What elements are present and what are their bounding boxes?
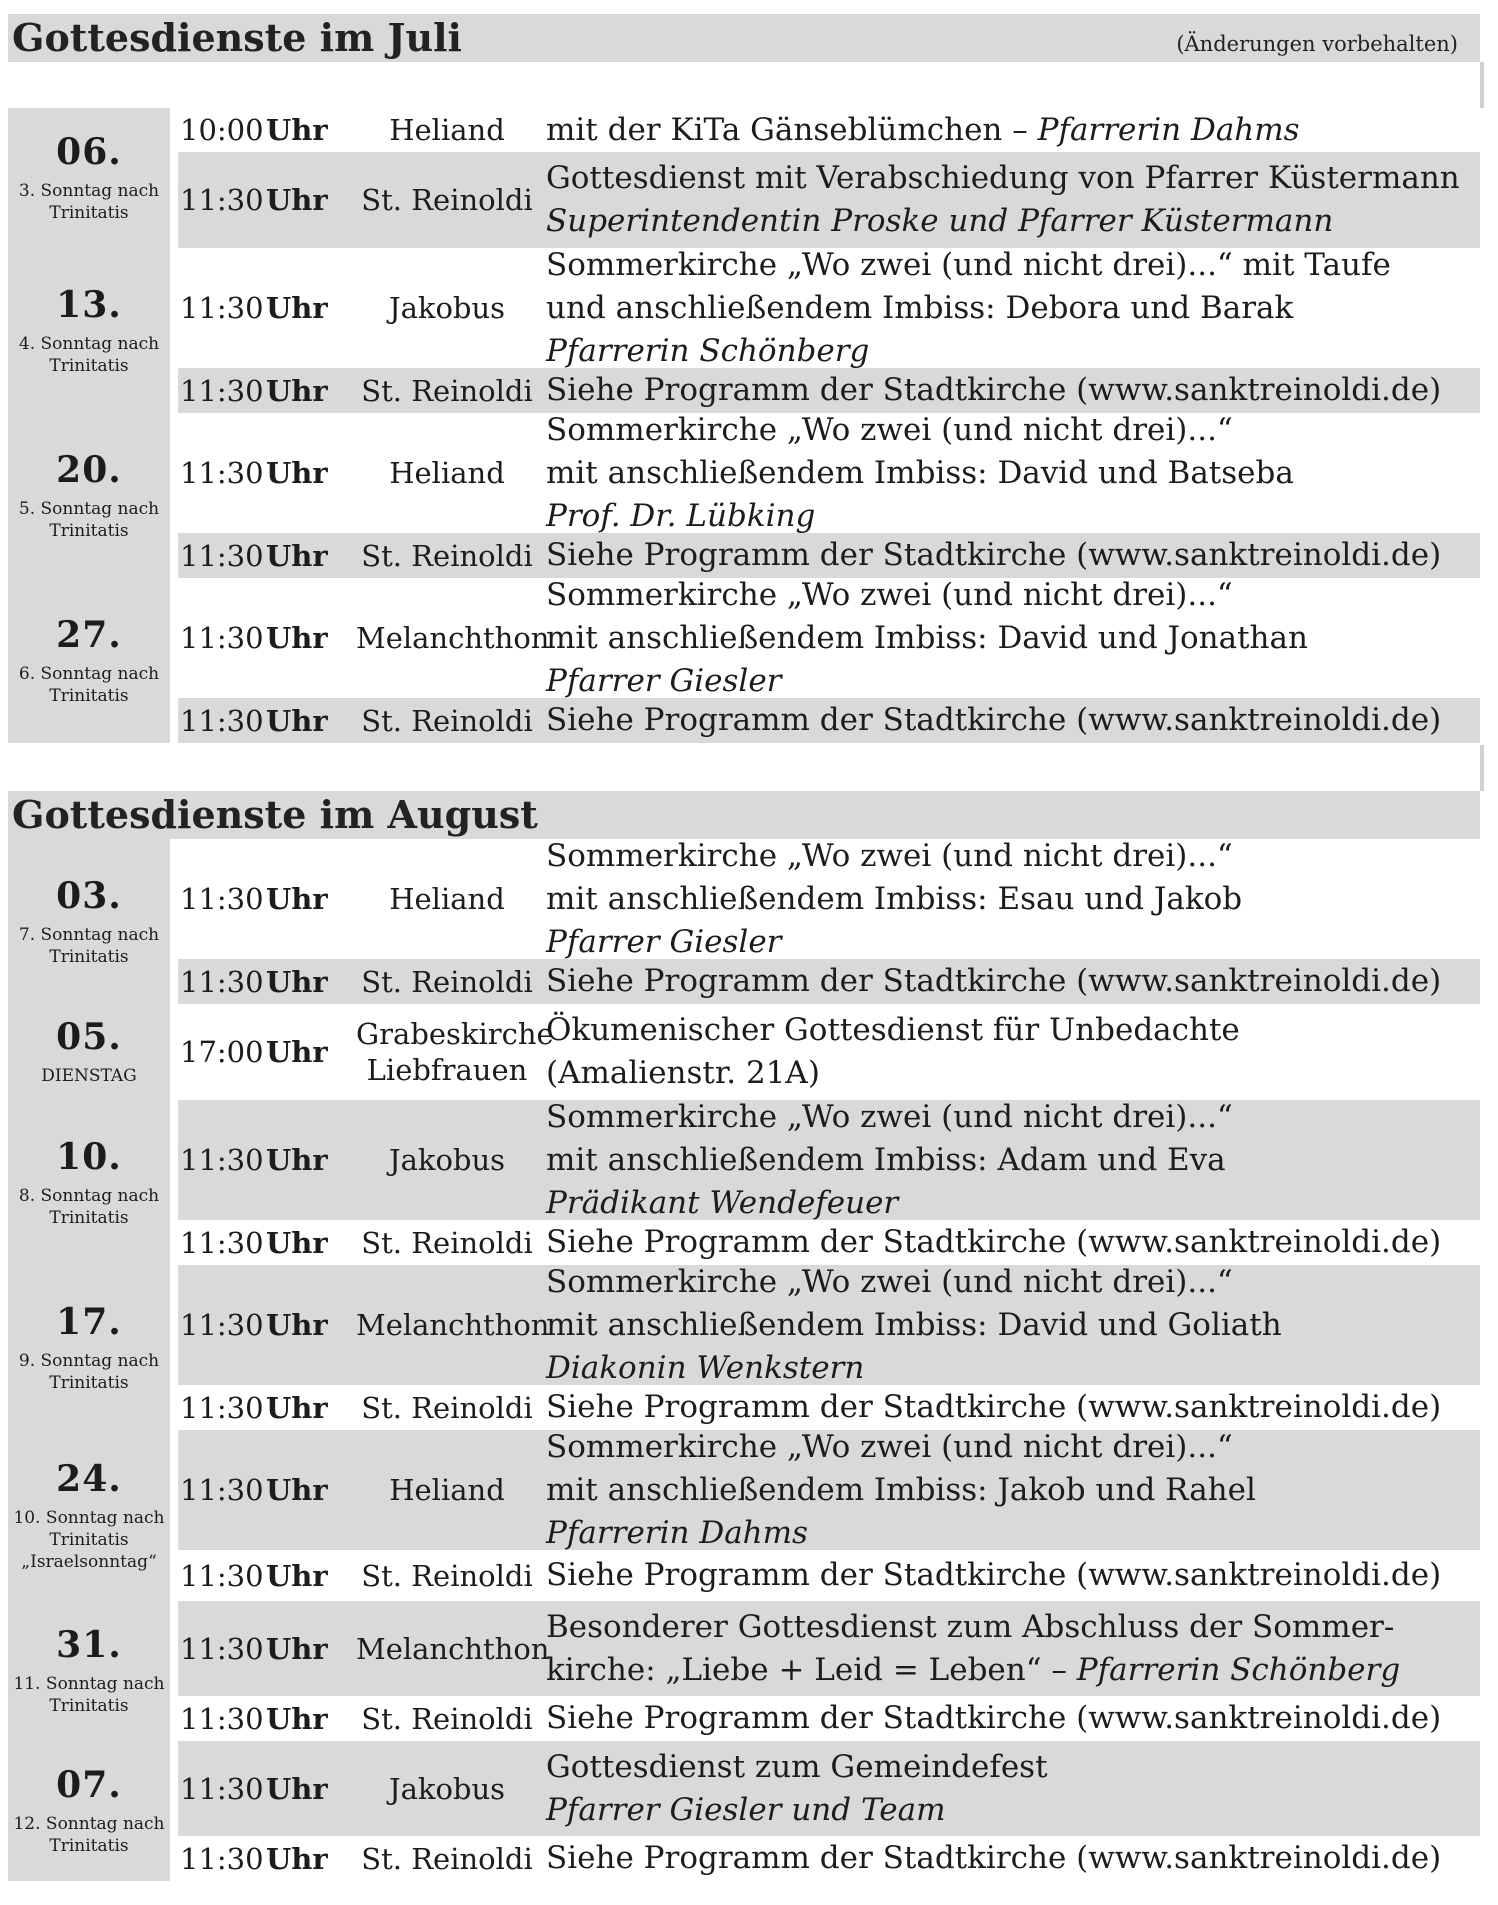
day-subtitle-line: 8. Sonntag nach (18, 1185, 160, 1206)
church-name: St. Reinoldi (361, 1390, 533, 1425)
description-text: Siehe Programm der Stadtkirche (www.sanktreinoldi.de) (546, 372, 1442, 408)
description-line (546, 1469, 1480, 1512)
description-text: Siehe Programm der Stadtkirche (www.sanktreinoldi.de) (546, 1389, 1442, 1425)
spacer (8, 745, 1484, 791)
changes-note: (Änderungen vorbehalten) (1176, 32, 1458, 56)
service-time: 10:00 (180, 113, 264, 147)
description-text: mit anschließendem Imbiss: David und Batseba (546, 454, 1294, 491)
service-row (178, 152, 1480, 248)
spacer (8, 62, 1484, 108)
service-time: 17:00 (180, 1035, 264, 1069)
service-uhr: Uhr (266, 1308, 328, 1342)
day-subtitle-line: 10. Sonntag nach (13, 1507, 165, 1528)
description-line (546, 1746, 1480, 1789)
description-line (546, 1261, 1480, 1304)
day-block (8, 248, 1480, 413)
service-uhr: Uhr (266, 183, 328, 217)
day-number: 27. (56, 613, 122, 656)
service-description (538, 534, 1480, 577)
description-line (546, 1426, 1480, 1469)
church-name: St. Reinoldi (361, 1701, 533, 1736)
description-text: Gottesdienst zum Gemeindefest (546, 1748, 1048, 1785)
church-name: St. Reinoldi (361, 1841, 533, 1876)
church-name: Melanchthon (356, 621, 550, 655)
service-church (356, 1771, 538, 1807)
service-description (538, 1606, 1480, 1692)
day-subtitle-line: Trinitatis (49, 946, 129, 967)
service-rows (178, 1430, 1480, 1601)
description-line (546, 835, 1480, 878)
day-subtitle (19, 498, 159, 542)
day-number: 24. (56, 1457, 122, 1500)
church-name: St. Reinoldi (361, 183, 533, 217)
service-time: 11:30 (180, 1390, 264, 1425)
description-text: Siehe Programm der Stadtkirche (www.sanktreinoldi.de) (546, 963, 1442, 999)
description-officiant: Pfarrerin Dahms (546, 1514, 808, 1551)
service-uhr: Uhr (266, 373, 328, 408)
service-rows (178, 1100, 1480, 1265)
description-text: Sommerkirche „Wo zwei (und nicht drei)...“ (546, 1428, 1233, 1465)
description-line (546, 699, 1480, 742)
description-line (546, 878, 1480, 921)
service-uhr: Uhr (266, 964, 328, 999)
description-line (546, 1221, 1480, 1264)
day-subtitle-line: 3. Sonntag nach (18, 181, 160, 201)
service-row (178, 1741, 1480, 1836)
service-church (356, 538, 538, 574)
service-row (178, 1601, 1480, 1696)
church-name: Heliand (389, 113, 505, 147)
service-time: 11:30 (180, 538, 264, 573)
service-rows (178, 413, 1480, 578)
service-description (538, 1096, 1480, 1225)
service-time: 11:30 (180, 703, 264, 738)
description-line (546, 660, 1480, 703)
day-subtitle-line: 6. Sonntag nach (18, 663, 160, 684)
church-name: Melanchthon (356, 1631, 550, 1666)
description-text: Siehe Programm der Stadtkirche (www.sanktreinoldi.de) (546, 537, 1442, 573)
church-name: Jakobus (388, 1143, 506, 1177)
day-block (8, 839, 1480, 1004)
day-number: 20. (56, 448, 122, 491)
service-description (538, 369, 1480, 412)
service-uhr: Uhr (266, 291, 328, 325)
day-subtitle (13, 1673, 164, 1717)
service-description (538, 574, 1480, 703)
day-subtitle-line: 4. Sonntag nach (18, 333, 160, 354)
church-name: Heliand (389, 882, 505, 916)
service-time: 11:30 (180, 373, 264, 408)
service-time: 11:30 (180, 964, 264, 999)
description-line (546, 1606, 1480, 1649)
service-church (356, 1841, 538, 1877)
description-line (546, 921, 1480, 964)
day-number: 05. (56, 1016, 122, 1058)
day-block (8, 413, 1480, 578)
description-text: mit anschließendem Imbiss: Adam und Eva (546, 1141, 1226, 1178)
church-name: Heliand (389, 1473, 505, 1507)
description-line (546, 157, 1480, 200)
description-text: Sommerkirche „Wo zwei (und nicht drei)...“ (546, 576, 1233, 613)
service-row (178, 1100, 1480, 1220)
church-name: St. Reinoldi (361, 703, 533, 738)
description-line (546, 1347, 1480, 1390)
day-subtitle-line: Trinitatis (49, 355, 129, 376)
service-time: 11:30 (180, 291, 264, 325)
description-text: (Amalienstr. 21A) (546, 1055, 820, 1091)
day-number: 31. (56, 1624, 122, 1666)
description-line (546, 409, 1480, 452)
day-subtitle (19, 1185, 159, 1229)
july-schedule (8, 108, 1480, 743)
service-church (356, 703, 538, 739)
church-name: St. Reinoldi (361, 1225, 533, 1260)
day-block (8, 1265, 1480, 1430)
service-description (538, 835, 1480, 964)
description-line (546, 1512, 1480, 1555)
description-line (546, 200, 1480, 243)
service-church (356, 290, 538, 326)
service-church (356, 964, 538, 1000)
service-time: 11:30 (180, 1143, 264, 1177)
description-line (546, 330, 1480, 373)
description-text: Siehe Programm der Stadtkirche (www.sanktreinoldi.de) (546, 702, 1442, 738)
service-rows (178, 578, 1480, 743)
day-subtitle (19, 663, 159, 707)
service-description (538, 1697, 1480, 1740)
service-description (538, 1261, 1480, 1390)
day-subtitle-line: Trinitatis (49, 520, 129, 541)
service-church (356, 1142, 538, 1178)
church-name: Jakobus (388, 291, 506, 325)
service-description (538, 409, 1480, 538)
description-line (546, 1697, 1480, 1740)
day-block (8, 1004, 1480, 1100)
day-subtitle (19, 1350, 159, 1394)
day-subtitle (41, 1065, 137, 1087)
august-title: Gottesdienste im August (12, 792, 538, 837)
description-text: mit anschließendem Imbiss: Esau und Jakob (546, 880, 1243, 917)
description-line (546, 495, 1480, 538)
service-row (178, 1696, 1480, 1741)
service-church (356, 1701, 538, 1737)
august-schedule (8, 839, 1480, 1881)
service-time: 11:30 (180, 1308, 264, 1342)
description-line (546, 369, 1480, 412)
service-church (356, 182, 538, 218)
service-uhr: Uhr (266, 1390, 328, 1425)
service-uhr: Uhr (266, 621, 328, 655)
service-time: 11:30 (180, 1225, 264, 1260)
day-subtitle-line: Trinitatis (49, 1836, 129, 1856)
service-description (538, 1746, 1480, 1832)
description-text: kirche: „Liebe + Leid = Leben“ – (546, 1651, 1077, 1688)
service-uhr: Uhr (266, 1841, 328, 1876)
church-name: St. Reinoldi (361, 1558, 533, 1593)
service-description (538, 1009, 1480, 1095)
description-line (546, 244, 1480, 287)
service-rows (178, 248, 1480, 413)
service-church (356, 881, 538, 917)
day-cell (8, 108, 178, 248)
service-row (178, 1220, 1480, 1265)
description-text: Siehe Programm der Stadtkirche (www.sanktreinoldi.de) (546, 1700, 1442, 1736)
service-uhr: Uhr (266, 113, 328, 147)
description-line (546, 574, 1480, 617)
service-church (356, 1631, 550, 1667)
service-uhr: Uhr (266, 703, 328, 738)
service-row (178, 533, 1480, 578)
day-number: 10. (56, 1135, 122, 1178)
service-description (538, 699, 1480, 742)
day-subtitle-line: DIENSTAG (41, 1066, 137, 1086)
description-officiant: Pfarrer Giesler (546, 923, 782, 960)
service-row (178, 248, 1480, 368)
service-church (356, 620, 550, 656)
service-rows (178, 1601, 1480, 1741)
service-church (356, 455, 538, 491)
description-line (546, 617, 1480, 660)
day-number: 13. (56, 283, 122, 326)
description-officiant: Prof. Dr. Lübking (546, 497, 816, 534)
church-name: Heliand (389, 456, 505, 490)
service-rows (178, 1265, 1480, 1430)
church-name: St. Reinoldi (361, 964, 533, 999)
service-description (538, 1386, 1480, 1429)
day-subtitle-line: 5. Sonntag nach (18, 498, 160, 519)
service-description (538, 1221, 1480, 1264)
service-uhr: Uhr (266, 1558, 328, 1593)
day-cell (8, 1741, 178, 1881)
service-time: 11:30 (180, 1473, 264, 1507)
church-name: Liebfrauen (366, 1053, 528, 1087)
description-text: Ökumenischer Gottesdienst für Unbedachte (546, 1012, 1240, 1048)
service-row (178, 1430, 1480, 1550)
day-subtitle-line: „Israelsonntag“ (21, 1551, 157, 1572)
day-cell (8, 578, 178, 743)
church-name: Grabeskirche (356, 1017, 554, 1051)
day-cell (8, 1430, 178, 1601)
service-description (538, 960, 1480, 1003)
description-text: Siehe Programm der Stadtkirche (www.sanktreinoldi.de) (546, 1224, 1442, 1260)
service-row (178, 1550, 1480, 1601)
description-text: mit anschließendem Imbiss: David und Goliath (546, 1306, 1282, 1343)
service-time: 11:30 (180, 1841, 264, 1876)
day-subtitle-line: 11. Sonntag nach (13, 1674, 165, 1694)
day-subtitle-line: Trinitatis (49, 1529, 129, 1550)
day-subtitle-line: Trinitatis (49, 685, 129, 706)
service-row (178, 1004, 1480, 1100)
description-officiant: Pfarrer Giesler und Team (546, 1791, 946, 1828)
description-text: Sommerkirche „Wo zwei (und nicht drei)...“ (546, 837, 1233, 874)
day-subtitle-line: 7. Sonntag nach (18, 924, 160, 945)
day-block (8, 1430, 1480, 1601)
service-row (178, 368, 1480, 413)
service-uhr: Uhr (266, 538, 328, 573)
july-title: Gottesdienste im Juli (12, 15, 462, 60)
description-officiant: Pfarrerin Schönberg (1076, 1651, 1401, 1688)
description-line (546, 1789, 1480, 1832)
day-cell (8, 248, 178, 413)
service-uhr: Uhr (266, 882, 328, 916)
day-subtitle-line: Trinitatis (49, 1696, 129, 1716)
service-church (356, 373, 538, 409)
service-row (178, 578, 1480, 698)
service-uhr: Uhr (266, 1771, 328, 1806)
description-text: Sommerkirche „Wo zwei (und nicht drei)...“ (546, 1098, 1233, 1135)
day-subtitle-line: 12. Sonntag nach (13, 1814, 165, 1834)
service-church (356, 1558, 538, 1594)
description-officiant: Pfarrerin Dahms (1037, 111, 1300, 148)
description-officiant: Diakonin Wenkstern (546, 1349, 865, 1386)
description-officiant: Pfarrer Giesler (546, 662, 782, 699)
service-row (178, 839, 1480, 959)
description-text: Siehe Programm der Stadtkirche (www.sanktreinoldi.de) (546, 1840, 1442, 1876)
service-row (178, 698, 1480, 743)
day-number: 06. (56, 131, 122, 173)
description-officiant: Pfarrerin Schönberg (546, 332, 870, 369)
service-time: 11:30 (180, 1771, 264, 1806)
day-subtitle (13, 1813, 164, 1857)
church-name: St. Reinoldi (361, 373, 533, 408)
description-text: Siehe Programm der Stadtkirche (www.sanktreinoldi.de) (546, 1557, 1442, 1593)
day-subtitle (19, 924, 159, 968)
description-line (546, 534, 1480, 577)
service-uhr: Uhr (266, 1473, 328, 1507)
service-church (356, 1225, 538, 1261)
service-time: 11:30 (180, 183, 264, 217)
day-cell (8, 1265, 178, 1430)
description-text: und anschließendem Imbiss: Debora und Barak (546, 289, 1294, 326)
church-name: St. Reinoldi (361, 538, 533, 573)
description-text: mit der KiTa Gänseblümchen – (546, 111, 1038, 148)
description-line (546, 1096, 1480, 1139)
day-subtitle (19, 333, 159, 377)
service-uhr: Uhr (266, 1631, 328, 1666)
day-block (8, 1100, 1480, 1265)
august-header (8, 791, 1480, 839)
service-uhr: Uhr (266, 1143, 328, 1177)
description-text: mit anschließendem Imbiss: Jakob und Rahel (546, 1471, 1256, 1508)
service-uhr: Uhr (266, 456, 328, 490)
service-description (538, 157, 1480, 243)
description-text: Besonderer Gottesdienst zum Abschluss der Sommer- (546, 1608, 1395, 1645)
service-row (178, 1385, 1480, 1430)
day-subtitle-line: Trinitatis (49, 203, 129, 223)
service-rows (178, 108, 1480, 248)
service-row (178, 1836, 1480, 1881)
day-cell (8, 413, 178, 578)
service-rows (178, 839, 1480, 1004)
description-line (546, 1052, 1480, 1095)
day-cell (8, 839, 178, 1004)
service-time: 11:30 (180, 621, 264, 655)
day-cell (8, 1601, 178, 1741)
description-line (546, 452, 1480, 495)
description-line (546, 1554, 1480, 1597)
service-church (356, 1390, 538, 1426)
service-description (538, 1837, 1480, 1880)
service-row (178, 108, 1480, 152)
service-description (538, 244, 1480, 373)
service-time: 11:30 (180, 1631, 264, 1666)
description-officiant: Prädikant Wendefeuer (546, 1184, 899, 1221)
description-line (546, 287, 1480, 330)
description-line (546, 1304, 1480, 1347)
july-header (8, 14, 1480, 62)
service-rows (178, 1004, 1480, 1100)
day-subtitle-line: 9. Sonntag nach (18, 1350, 160, 1371)
service-church (356, 1307, 550, 1343)
description-line (546, 1386, 1480, 1429)
day-subtitle (19, 180, 159, 224)
description-officiant: Superintendentin Proske und Pfarrer Küstermann (546, 203, 1334, 239)
description-line (546, 1837, 1480, 1880)
description-line (546, 1009, 1480, 1052)
day-cell (8, 1004, 178, 1100)
service-time: 11:30 (180, 1558, 264, 1593)
service-church (356, 1472, 538, 1508)
service-uhr: Uhr (266, 1225, 328, 1260)
description-text: Sommerkirche „Wo zwei (und nicht drei)...“ (546, 411, 1233, 448)
church-name: Jakobus (388, 1771, 506, 1806)
service-uhr: Uhr (266, 1701, 328, 1736)
service-row (178, 1265, 1480, 1385)
service-church (356, 112, 538, 148)
day-block (8, 108, 1480, 248)
description-line (546, 109, 1480, 152)
service-description (538, 109, 1480, 152)
description-text: mit anschließendem Imbiss: David und Jonathan (546, 619, 1308, 656)
day-subtitle-line: Trinitatis (49, 1372, 129, 1393)
service-description (538, 1554, 1480, 1597)
day-cell (8, 1100, 178, 1265)
description-line (546, 1139, 1480, 1182)
day-number: 07. (56, 1764, 122, 1806)
day-block (8, 1601, 1480, 1741)
day-block (8, 1741, 1480, 1881)
day-block (8, 578, 1480, 743)
service-time: 11:30 (180, 1701, 264, 1736)
day-number: 03. (56, 874, 122, 917)
service-time: 11:30 (180, 882, 264, 916)
description-text: Sommerkirche „Wo zwei (und nicht drei)...“ mit Taufe (546, 246, 1391, 283)
service-church (356, 1016, 554, 1088)
day-subtitle (13, 1507, 164, 1573)
service-rows (178, 1741, 1480, 1881)
description-line (546, 1649, 1480, 1692)
day-subtitle-line: Trinitatis (49, 1207, 129, 1228)
description-text: Gottesdienst mit Verabschiedung von Pfarrer Küstermann (546, 160, 1460, 196)
service-row (178, 959, 1480, 1004)
day-number: 17. (56, 1300, 122, 1343)
description-text: Sommerkirche „Wo zwei (und nicht drei)...“ (546, 1263, 1233, 1300)
service-description (538, 1426, 1480, 1555)
service-row (178, 413, 1480, 533)
church-name: Melanchthon (356, 1308, 550, 1342)
description-line (546, 1182, 1480, 1225)
description-line (546, 960, 1480, 1003)
service-uhr: Uhr (266, 1035, 328, 1069)
service-time: 11:30 (180, 456, 264, 490)
